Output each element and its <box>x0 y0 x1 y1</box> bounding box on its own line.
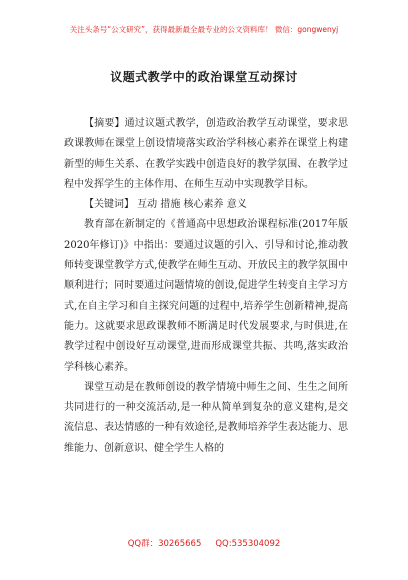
document-body <box>64 114 348 459</box>
qq-group: QQ群：30265665 <box>127 539 202 549</box>
body-paragraph: 课堂互动是在教师创设的教学情境中师生之间、生生之间所共同进行的一种交流活动,是一种从简单到复杂的意义建构,是交流信息、表达情感的一种有效途径,是教师培养学生表达能力、思维能力、创新意识、健全学生人格的 <box>64 381 348 454</box>
keywords-paragraph: 【关键词】 互动 措施 核心素养 意义 <box>84 199 247 211</box>
header-promo-note: 关注头条号“公文研究”，获得最新最全最专业的公文资料库！ 微信：gongwenyj <box>69 25 339 34</box>
footer-contact <box>0 537 408 549</box>
document-title: 议题式教学中的政治课堂互动探讨 <box>110 70 298 84</box>
abstract-paragraph: 【摘要】通过议题式教学，创造政治教学互动课堂，要求思政课教师在课堂上创设情境落实政治学科核心素养在课堂上构建新型的师生关系、在教学实践中创造良好的教学氛围、在教学过程中发挥学生的主体作用、在师生互动中实现教学目标。 <box>64 118 348 190</box>
qq-number: QQ:535304092 <box>215 539 281 549</box>
body-paragraph: 教育部在新制定的《普通高中思想政治课程标准(2017年版2020年修订)》中指出：要通过议题的引入、引导和讨论,推动教师转变课堂教学方式,使教学在师生互动、开放民主的教学氛围中顺利进行；同时要通过问题情境的创设,促进学生转变自主学习方式,在自主学习和自主探究问题的过程中,培养学生创新精神,提高能力。这就要求思政课教师不断满足时代发展要求,与时俱进,在教学过程中创设好互动课堂,进而形成课堂共振、共鸣,落实政治学科核心素养。 <box>64 219 348 373</box>
